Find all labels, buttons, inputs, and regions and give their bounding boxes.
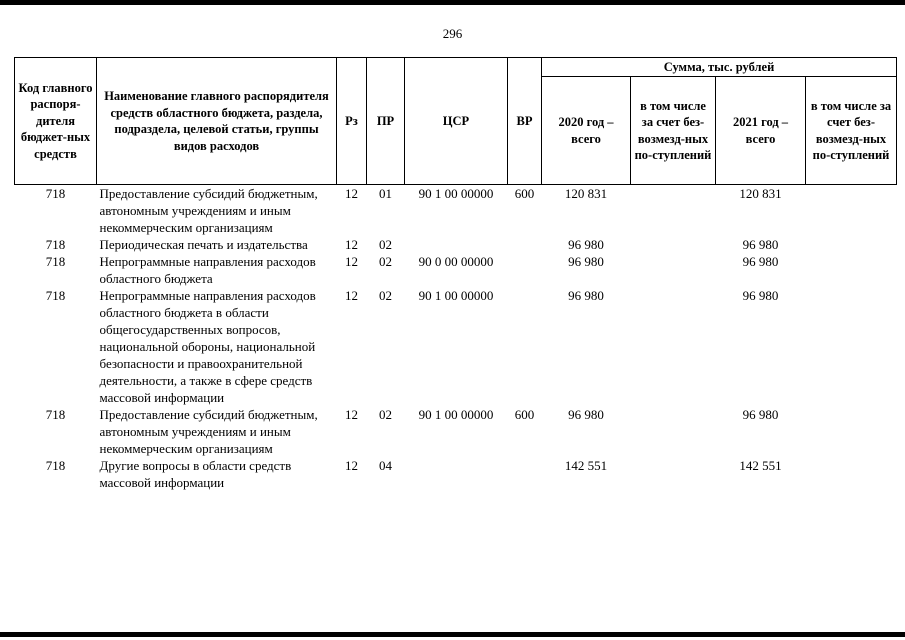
table-row (15, 253, 897, 287)
header-2021-total: 2021 год – всего (716, 77, 806, 185)
cell-vr (508, 287, 542, 406)
header-2021-bezvozmezd: в том числе за счет без-возмезд-ных по-ступлений (806, 77, 897, 185)
cell-2021-bezvozmezd (806, 406, 897, 457)
top-border-rule (0, 0, 905, 5)
cell-kod: 718 (45, 186, 66, 201)
cell-vr (508, 236, 542, 253)
cell-name: Непрограммные направления расходов областного бюджета (99, 254, 316, 286)
cell-2021-total: 96 980 (742, 254, 779, 269)
cell-rz: 12 (345, 288, 358, 303)
cell-2021-bezvozmezd (806, 457, 897, 491)
cell-name: Предоставление субсидий бюджетным, автономным учреждениям и иным некоммерческим организациям (99, 407, 318, 456)
cell-2021-total: 96 980 (742, 288, 779, 303)
cell-2021-bezvozmezd (806, 253, 897, 287)
cell-csr: 90 1 00 00000 (418, 407, 494, 422)
cell-pr: 01 (379, 186, 392, 201)
cell-vr (508, 253, 542, 287)
cell-pr: 04 (379, 458, 392, 473)
table-row (15, 457, 897, 491)
header-2020-bezvozmezd: в том числе за счет без-возмезд-ных по-ступлений (631, 77, 716, 185)
cell-csr (405, 236, 508, 253)
cell-kod: 718 (45, 458, 66, 473)
cell-2021-bezvozmezd (806, 236, 897, 253)
table-row (15, 406, 897, 457)
cell-2020-total: 96 980 (568, 254, 604, 269)
bottom-border-rule (0, 632, 905, 637)
header-csr: ЦСР (405, 58, 508, 185)
header-rz: Рз (337, 58, 367, 185)
cell-2020-bezvozmezd (631, 236, 716, 253)
cell-kod: 718 (45, 254, 66, 269)
cell-vr (508, 457, 542, 491)
cell-name: Периодическая печать и издательства (99, 237, 308, 252)
cell-2020-bezvozmezd (631, 253, 716, 287)
cell-csr: 90 1 00 00000 (418, 186, 494, 201)
cell-2020-total: 96 980 (568, 288, 604, 303)
header-kod: Код главного распоря-дителя бюджет-ных средств (15, 58, 97, 185)
cell-csr (405, 457, 508, 491)
cell-rz: 12 (345, 186, 358, 201)
cell-rz: 12 (345, 254, 358, 269)
table-body (15, 185, 897, 492)
cell-2021-total: 120 831 (739, 186, 782, 201)
cell-2020-total: 96 980 (568, 237, 604, 252)
header-pr: ПР (367, 58, 405, 185)
cell-csr: 90 0 00 00000 (418, 254, 494, 269)
cell-2020-total: 96 980 (568, 407, 604, 422)
table-row (15, 287, 897, 406)
cell-vr: 600 (514, 407, 535, 422)
cell-csr: 90 1 00 00000 (418, 288, 494, 303)
page-number: 296 (442, 26, 463, 41)
cell-pr: 02 (379, 288, 392, 303)
cell-kod: 718 (45, 237, 66, 252)
cell-2021-total: 96 980 (742, 237, 779, 252)
cell-2021-bezvozmezd (806, 185, 897, 237)
cell-2020-total: 142 551 (564, 458, 608, 473)
cell-2021-total: 142 551 (739, 458, 782, 473)
budget-table (14, 57, 897, 491)
cell-pr: 02 (379, 254, 392, 269)
cell-rz: 12 (345, 407, 358, 422)
cell-2020-bezvozmezd (631, 287, 716, 406)
cell-vr: 600 (514, 186, 535, 201)
cell-2021-bezvozmezd (806, 287, 897, 406)
header-name: Наименование главного распорядителя средств областного бюджета, раздела, подраздела, целевой статьи, группы видов расходов (97, 58, 337, 185)
cell-2020-bezvozmezd (631, 185, 716, 237)
header-summa: Сумма, тыс. рублей (542, 58, 897, 77)
cell-kod: 718 (45, 288, 66, 303)
cell-kod: 718 (45, 407, 66, 422)
cell-pr: 02 (379, 407, 392, 422)
cell-2021-total: 96 980 (742, 407, 779, 422)
header-2020-total: 2020 год – всего (542, 77, 631, 185)
cell-rz: 12 (345, 237, 358, 252)
cell-pr: 02 (379, 237, 392, 252)
cell-2020-bezvozmezd (631, 406, 716, 457)
table-row (15, 185, 897, 237)
cell-name: Предоставление субсидий бюджетным, автономным учреждениям и иным некоммерческим организациям (99, 186, 318, 235)
header-vr: ВР (508, 58, 542, 185)
cell-rz: 12 (345, 458, 358, 473)
cell-name: Непрограммные направления расходов областного бюджета в области общегосударственных вопросов, национальной обороны, национальной безопасности и правоохранительной деятельности, а также в сфере средств массовой информации (99, 288, 316, 405)
cell-name: Другие вопросы в области средств массовой информации (99, 458, 292, 490)
table-row (15, 236, 897, 253)
table-header (15, 58, 897, 185)
cell-2020-total: 120 831 (564, 186, 608, 201)
cell-2020-bezvozmezd (631, 457, 716, 491)
